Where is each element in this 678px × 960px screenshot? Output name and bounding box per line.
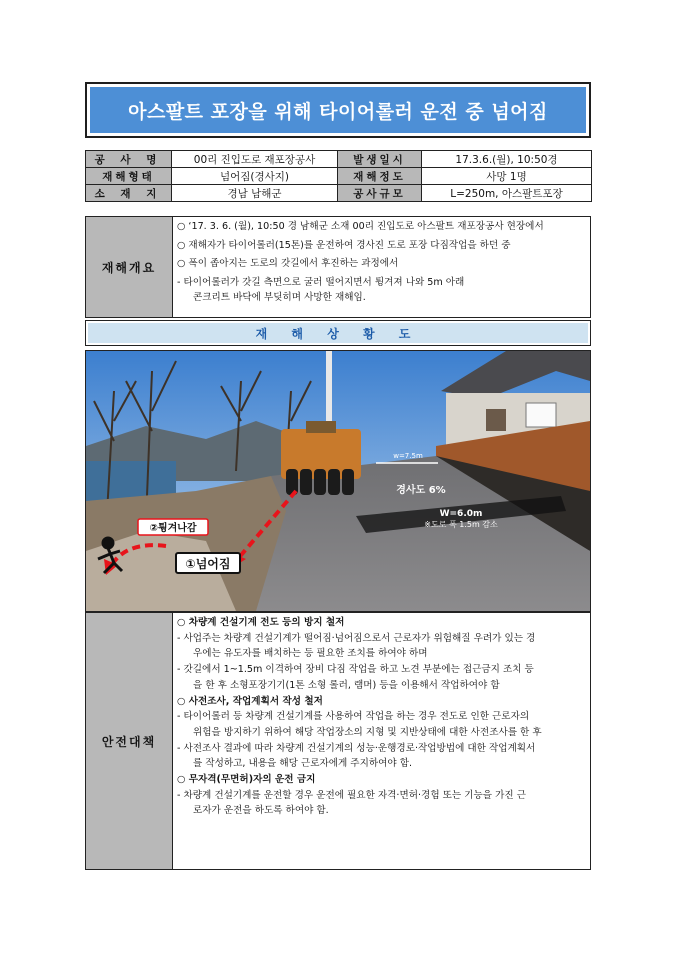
safety-heading: ○ 무자격(무면허)자의 운전 금지 [177,774,316,786]
safety-line: - 사업주는 차량계 건설기계가 떨어짐·넘어짐으로서 근로자가 위험해질 우려가 있는 경 [177,632,536,644]
info-row [86,168,592,185]
label-width-note: ※도로 폭 1.5m 감소 [424,520,498,529]
scene-illustration [86,351,590,611]
roller-seat [306,421,336,433]
label-date: 발생일시 [338,151,422,168]
safety-section [85,612,591,870]
house-window [486,409,506,431]
label-width-main: W=6.0m [439,509,483,519]
info-row [86,185,592,202]
safety-heading: ○ 사전조사, 작업계획서 작성 철저 [177,695,323,707]
safety-line: 를 작성하고, 내용을 해당 근로자에게 주지하여야 함. [193,758,413,770]
safety-line: - 차량계 건설기계를 운전할 경우 운전에 필요한 자격·면허·경험 또는 기능을 가진 근 [177,789,526,801]
safety-body [173,613,590,869]
label-slope: 경사도 6% [396,485,446,496]
safety-line: - 타이어롤러 등 차량계 건설기계를 사용하여 작업을 하는 경우 전도로 인한 근로자의 [177,711,530,723]
value-location: 경남 남해군 [172,185,338,202]
overview-label: 재해개요 [86,217,173,317]
scene-banner-text: 재 해 상 황 도 [88,323,588,343]
info-table [85,150,592,202]
safety-line: 을 한 후 소형포장기기(1톤 소형 롤러, 램머) 등을 이용해서 작업하여야 함 [193,679,500,691]
safety-label: 안전대책 [86,613,173,869]
overview-section [85,216,591,318]
roller-tires [286,469,354,495]
title-box [85,82,591,138]
label-width-small: w=7.5m [393,452,423,460]
scene-banner [85,320,591,346]
document-title: 아스팔트 포장을 위해 타이어롤러 운전 중 넘어짐 [90,87,586,133]
house-window [526,403,556,427]
value-project: 00리 진입도로 재포장공사 [172,151,338,168]
overview-line: ○ 폭이 좁아지는 도로의 갓길에서 후진하는 과정에서 [177,258,399,269]
value-date: 17.3.6.(월), 10:50경 [422,151,592,168]
value-severity: 사망 1명 [422,168,592,185]
label-project: 공 사 명 [86,151,172,168]
safety-heading: ○ 차량계 건설기계 전도 등의 방지 철저 [177,617,345,628]
label-fall: ①넘어짐 [185,557,231,571]
label-location: 소 재 지 [86,185,172,202]
overview-line: - 타이어롤러가 갓길 측면으로 굴러 떨어지면서 튕겨져 나와 5m 아래 [177,276,465,288]
value-scale: L=250m, 아스팔트포장 [422,185,592,202]
safety-line: - 사전조사 결과에 따라 차량계 건설기계의 성능·운행경로·작업방법에 대한 작업계획서 [177,742,536,754]
label-bounce-box [138,519,208,535]
accident-scene-photo [85,350,591,612]
info-row [86,151,592,168]
safety-line: - 갓길에서 1~1.5m 이격하여 장비 다짐 작업을 하고 노견 부분에는 접근금지 조치 등 [177,664,534,676]
label-scale: 공사규모 [338,185,422,202]
label-fall-box [176,553,240,573]
overview-line: 콘크리트 바닥에 부딪히며 사망한 재해임. [193,292,366,303]
label-type: 재해형태 [86,168,172,185]
overview-line: ○ ‘17. 3. 6. (월), 10:50 경 남해군 소재 00리 진입도로 아스팔트 재포장공사 현장에서 [177,221,544,232]
label-bounce: ②튕겨나감 [149,523,197,534]
overview-body [173,217,590,317]
safety-line: 위험을 방지하기 위하여 해당 작업장소의 지형 및 지반상태에 대한 사전조사를 한 후 [193,726,542,738]
label-severity: 재해정도 [338,168,422,185]
value-type: 넘어짐(경사지) [172,168,338,185]
overview-line: ○ 재해자가 타이어롤러(15톤)를 운전하여 경사진 도로 포장 다짐작업을 하던 중 [177,239,511,251]
safety-line: 우에는 유도자를 배치하는 등 필요한 조치를 하여야 하며 [193,648,428,660]
safety-line: 로자가 운전을 하도록 하여야 함. [193,805,329,817]
